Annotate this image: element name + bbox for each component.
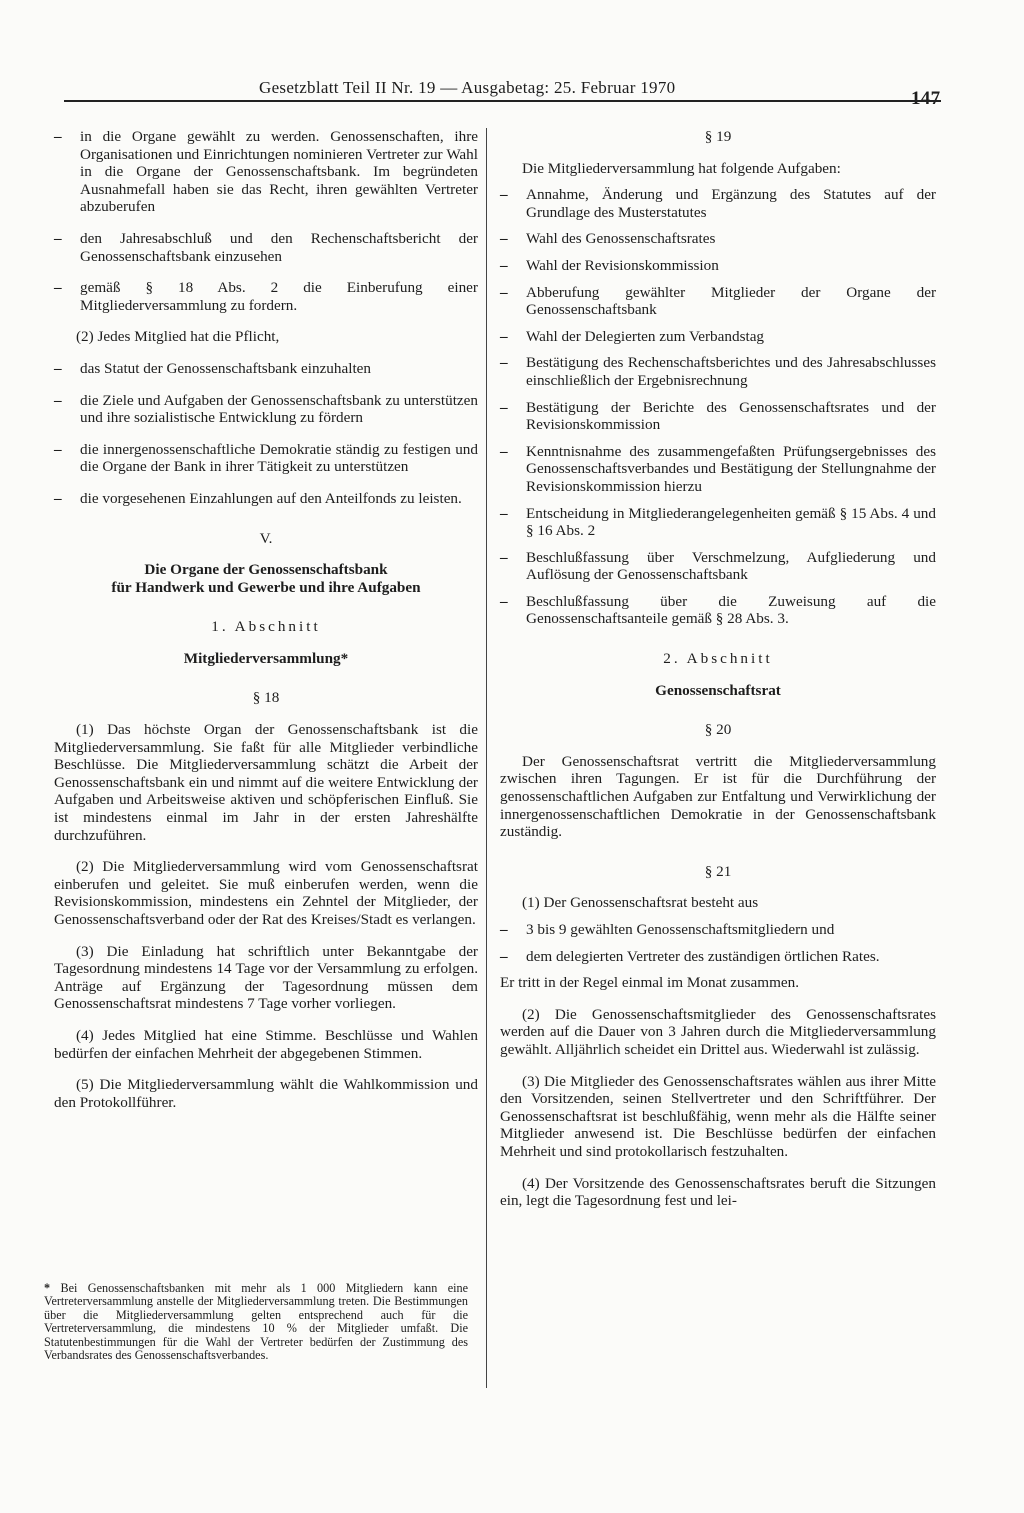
list-item: – die Ziele und Aufgaben der Genossenschaftsbank zu unterstützen und ihre sozialistische Entwicklung zu fördern — [54, 392, 478, 427]
header-title: Gesetzblatt Teil II Nr. 19 — Ausgabetag: 25. Februar 1970 — [259, 78, 676, 97]
paragraph-text: (1) Das höchste Organ der Genossenschaftsbank ist die Mitgliederversammlung. Sie faßt für alle Mitglieder verbindliche Beschlüsse. Die Mitgliederversammlung schätzt die Arbeit der Genossenschaftsbank ein und nimmt auf die weitere Entwicklung der Aufgaben und Arbeitsweise aktiven und schöpferischen Einfluß. Sie ist mindestens einmal im Jahr in der ersten Jahreshälfte durchzuführen. — [54, 721, 478, 844]
paragraph-text: Der Genossenschaftsrat vertritt die Mitgliederversammlung zwischen ihren Tagungen. Er ist für die Durchführung der genossenschaftlichen Aufgaben zur Entfaltung und Verwirklichung der innergenossenschaftlichen Demokratie in der Genossenschaftsbank zuständig. — [500, 752, 936, 841]
part-numeral: V. — [259, 529, 273, 547]
paragraph-text: (3) Die Mitglieder des Genossenschaftsrates wählen aus ihrer Mitte den Vorsitzenden, seinen Stellvertreter und den Schriftführer. Der Genossenschaftsrat ist beschlußfähig, wenn mehr als die Hälfte seiner Mitglieder anwesend ist. Die Beschlüsse bedürfen der einfachen Mehrheit und sind protokollarisch festzuhalten. — [500, 1072, 936, 1160]
list-item: – Wahl der Delegierten zum Verbandstag — [500, 328, 936, 346]
list-item: – Kenntnisnahme des zusammengefaßten Prüfungsergebnisses des Genossenschaftsverbandes und Bestätigung der Stellungnahme der Revisionskommission hierzu — [500, 443, 936, 496]
duties-intro: (2) Jedes Mitglied hat die Pflicht, — [76, 328, 280, 346]
list-item: – Bestätigung der Berichte des Genossenschaftsrates und der Revisionskommission — [500, 399, 936, 434]
paragraph-text: (3) Die Einladung hat schriftlich unter Bekanntgabe der Tagesordnung mindestens 14 Tage vor der Versammlung zu erfolgen. Anträge auf Ergänzung der Tagesordnung müssen dem Genossenschaftsrat mindestens 7 Tage vorher vorliegen. — [54, 942, 478, 1013]
section-label: 2. Abschnitt — [663, 650, 773, 668]
list-item: – Abberufung gewählter Mitglieder der Organe der Genossenschaftsbank — [500, 284, 936, 319]
list-item: – den Jahresabschluß und den Rechenschaftsbericht der Genossenschaftsbank einzusehen — [54, 230, 478, 265]
section-title: Mitgliederversammlung* — [183, 649, 349, 667]
list-item: – die vorgesehenen Einzahlungen auf den Anteilfonds zu leisten. — [54, 490, 478, 508]
paragraph-number: § 19 — [704, 128, 732, 145]
paragraph-text: Er tritt in der Regel einmal im Monat zusammen. — [500, 974, 800, 992]
paragraph-number: § 20 — [704, 721, 732, 739]
paragraph-number: § 18 — [252, 689, 280, 707]
list-item: – Beschlußfassung über die Zuweisung auf die Genossenschaftsanteile gemäß § 28 Abs. 3. — [500, 593, 936, 628]
header-rule — [64, 100, 941, 102]
paragraph-text: (5) Die Mitgliederversammlung wählt die Wahlkommission und den Protokollführer. — [54, 1076, 478, 1111]
part-title-line1: Die Organe der Genossenschaftsbank — [144, 561, 388, 579]
footnote — [44, 1282, 468, 1362]
list-item: – die innergenossenschaftliche Demokratie ständig zu festigen und die Organe der Bank in ihrer Tätigkeit zu unterstützen — [54, 441, 478, 476]
list-item: – Bestätigung des Rechenschaftsberichtes und des Jahresabschlusses einschließlich der Ergebnisrechnung — [500, 354, 936, 389]
list-item: – in die Organe gewählt zu werden. Genossenschaften, ihre Organisationen und Einrichtungen nominieren Vertreter zur Wahl in die Organe der Genossenschaftsbank. Im begründeten Ausnahmefall haben sie das Recht, ihren gewählten Vertreter abzuberufen — [54, 128, 478, 216]
paragraph-number: § 21 — [704, 862, 732, 880]
section-title: Genossenschaftsrat — [655, 681, 781, 699]
list-item: – Entscheidung in Mitgliederangelegenheiten gemäß § 15 Abs. 4 und § 16 Abs. 2 — [500, 505, 936, 540]
paragraph-text: (4) Der Vorsitzende des Genossenschaftsrates beruft die Sitzungen ein, legt die Tagesordnung fest und lei- — [500, 1174, 936, 1210]
paragraph-intro: (1) Der Genossenschaftsrat besteht aus — [522, 894, 759, 912]
section-label: 1. Abschnitt — [211, 618, 321, 636]
column-divider — [486, 128, 487, 1388]
paragraph-text: (4) Jedes Mitglied hat eine Stimme. Beschlüsse und Wahlen bedürfen der einfachen Mehrheit der abgegebenen Stimmen. — [54, 1026, 478, 1062]
list-item: – Wahl der Revisionskommission — [500, 257, 936, 275]
list-item: – Annahme, Änderung und Ergänzung des Statutes auf der Grundlage des Musterstatutes — [500, 186, 936, 221]
footnote-text: Bei Genossenschaftsbanken mit mehr als 1 000 Mitgliedern kann eine Vertreterversammlung anstelle der Mitgliederversammlung treten. Die Bestimmungen über die Mitgliederversammlung gelten entsprechend auch für die Vertreterversammlung, die mindestens 10 % der Mitglieder umfaßt. Die Statutenbestimmungen für die Wahl der Vertreter bedürfen der Zustimmung des Verbandsrates des Genossenschaftsverbandes. — [44, 1281, 468, 1363]
list-item: – gemäß § 18 Abs. 2 die Einberufung einer Mitgliederversammlung zu fordern. — [54, 279, 478, 314]
list-item: – Wahl des Genossenschaftsrates — [500, 230, 936, 248]
paragraph-text: (2) Die Genossenschaftsmitglieder des Genossenschaftsrates werden auf die Dauer von 3 Jahren durch die Mitgliederversammlung gewählt. Alljährlich scheidet ein Drittel aus. Wiederwahl ist zulässig. — [500, 1005, 936, 1058]
paragraph-intro: Die Mitgliederversammlung hat folgende Aufgaben: — [522, 159, 841, 177]
paragraph-text: (2) Die Mitgliederversammlung wird vom Genossenschaftsrat einberufen und geleitet. Sie muß einberufen werden, wenn die Revisionskommission, mindestens ein Zehntel der Mitglieder, der Genossenschaftsverband oder der Rat des Kreises/Stadt es verlangen. — [54, 858, 478, 928]
right-column — [500, 128, 936, 1210]
list-item: – dem delegierten Vertreter des zuständigen örtlichen Rates. — [500, 948, 936, 966]
list-item: – 3 bis 9 gewählten Genossenschaftsmitgliedern und — [500, 921, 936, 939]
list-item: – das Statut der Genossenschaftsbank einzuhalten — [54, 360, 478, 378]
part-title-line2: für Handwerk und Gewerbe und ihre Aufgaben — [111, 578, 421, 596]
list-item: – Beschlußfassung über Verschmelzung, Aufgliederung und Auflösung der Genossenschaftsbank — [500, 549, 936, 584]
page-number: 147 — [911, 88, 941, 109]
left-column — [54, 128, 478, 1111]
footnote-mark: * — [44, 1281, 51, 1295]
